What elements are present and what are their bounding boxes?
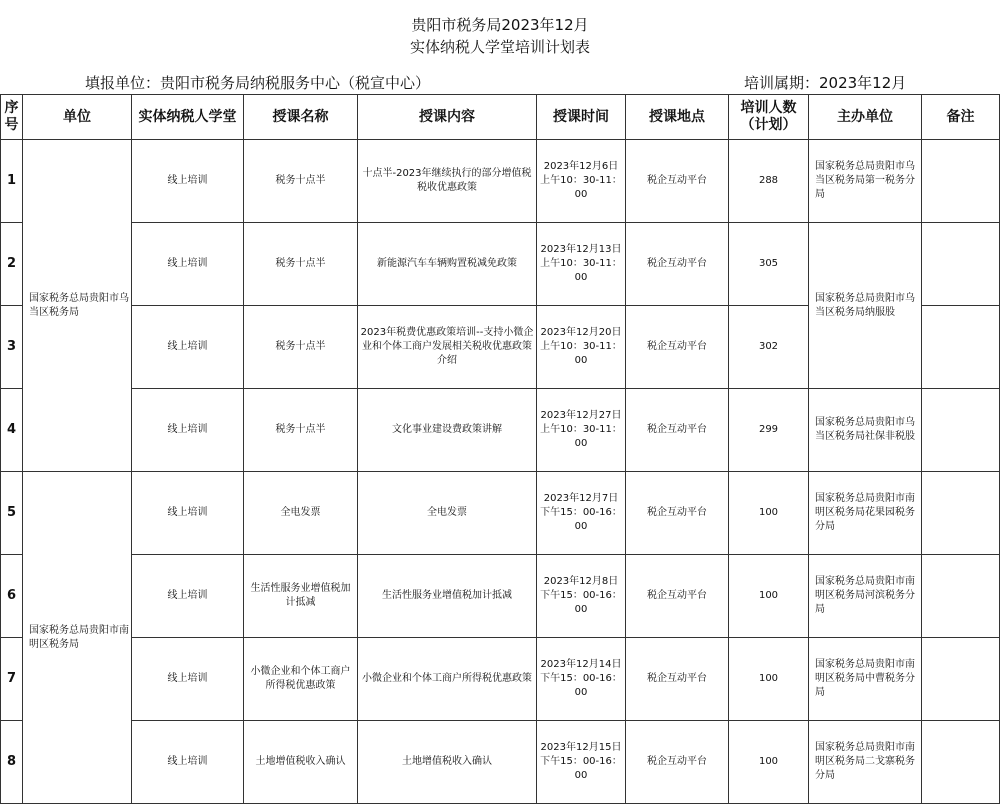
row-note	[922, 555, 1000, 638]
row-note	[922, 389, 1000, 472]
row-school: 线上培训	[132, 140, 244, 223]
row-seq: 4	[1, 389, 23, 472]
row-count: 302	[729, 306, 809, 389]
row-place: 税企互动平台	[626, 389, 729, 472]
row-place: 税企互动平台	[626, 638, 729, 721]
table-row	[1, 223, 1000, 306]
row-school: 线上培训	[132, 389, 244, 472]
table-row	[1, 555, 1000, 638]
header-place: 授课地点	[626, 95, 729, 140]
row-course: 生活性服务业增值税加计抵减	[244, 555, 358, 638]
row-time: 2023年12月15日下午15：00-16：00	[537, 721, 626, 804]
table-row	[1, 472, 1000, 555]
row-time: 2023年12月13日上午10：30-11：00	[537, 223, 626, 306]
row-time: 2023年12月27日上午10：30-11：00	[537, 389, 626, 472]
row-place: 税企互动平台	[626, 472, 729, 555]
header-unit: 单位	[23, 95, 132, 140]
row-school: 线上培训	[132, 472, 244, 555]
row-course: 小微企业和个体工商户所得税优惠政策	[244, 638, 358, 721]
fill-unit: 填报单位：贵阳市税务局纳税服务中心（税宣中心）	[85, 74, 431, 92]
row-content: 十点半-2023年继续执行的部分增值税税收优惠政策	[358, 140, 537, 223]
row-seq: 5	[1, 472, 23, 555]
row-school: 线上培训	[132, 223, 244, 306]
row-place: 税企互动平台	[626, 721, 729, 804]
row-school: 线上培训	[132, 555, 244, 638]
row-note	[922, 472, 1000, 555]
row-host: 国家税务总局贵阳市乌当区税务局纳服股	[809, 223, 922, 389]
row-time: 2023年12月6日上午10：30-11：00	[537, 140, 626, 223]
row-school: 线上培训	[132, 306, 244, 389]
row-host: 国家税务总局贵阳市乌当区税务局第一税务分局	[809, 140, 922, 223]
row-content: 新能源汽车车辆购置税减免政策	[358, 223, 537, 306]
row-seq: 8	[1, 721, 23, 804]
row-count: 100	[729, 472, 809, 555]
row-place: 税企互动平台	[626, 223, 729, 306]
table-row	[1, 140, 1000, 223]
header-content: 授课内容	[358, 95, 537, 140]
row-note	[922, 140, 1000, 223]
table-row	[1, 389, 1000, 472]
row-content: 土地增值税收入确认	[358, 721, 537, 804]
row-seq: 6	[1, 555, 23, 638]
row-course: 税务十点半	[244, 306, 358, 389]
row-course: 税务十点半	[244, 140, 358, 223]
row-host: 国家税务总局贵阳市南明区税务局河滨税务分局	[809, 555, 922, 638]
row-host: 国家税务总局贵阳市南明区税务局花果园税务分局	[809, 472, 922, 555]
training-period: 培训属期：2023年12月	[744, 74, 907, 92]
row-seq: 2	[1, 223, 23, 306]
row-count: 100	[729, 555, 809, 638]
row-content: 小微企业和个体工商户所得税优惠政策	[358, 638, 537, 721]
row-count: 305	[729, 223, 809, 306]
header-count: 培训人数（计划）	[729, 95, 809, 140]
row-course: 全电发票	[244, 472, 358, 555]
row-course: 税务十点半	[244, 223, 358, 306]
row-host: 国家税务总局贵阳市南明区税务局中曹税务分局	[809, 638, 922, 721]
row-seq: 7	[1, 638, 23, 721]
row-course: 税务十点半	[244, 389, 358, 472]
row-place: 税企互动平台	[626, 140, 729, 223]
doc-title: 贵阳市税务局2023年12月	[411, 16, 589, 34]
row-unit: 国家税务总局贵阳市乌当区税务局	[23, 140, 132, 472]
header-time: 授课时间	[537, 95, 626, 140]
table-row	[1, 721, 1000, 804]
header-host: 主办单位	[809, 95, 922, 140]
row-note	[922, 306, 1000, 389]
row-content: 2023年税费优惠政策培训--支持小微企业和个体工商户发展相关税收优惠政策介绍	[358, 306, 537, 389]
header-school: 实体纳税人学堂	[132, 95, 244, 140]
row-time: 2023年12月7日下午15：00-16：00	[537, 472, 626, 555]
row-host: 国家税务总局贵阳市南明区税务局二戈寨税务分局	[809, 721, 922, 804]
header-course: 授课名称	[244, 95, 358, 140]
row-time: 2023年12月8日下午15：00-16：00	[537, 555, 626, 638]
row-unit: 国家税务总局贵阳市南明区税务局	[23, 472, 132, 804]
row-count: 299	[729, 389, 809, 472]
row-note	[922, 721, 1000, 804]
row-note	[922, 223, 1000, 306]
row-count: 100	[729, 638, 809, 721]
row-school: 线上培训	[132, 721, 244, 804]
training-plan-table	[0, 94, 1000, 804]
row-count: 288	[729, 140, 809, 223]
row-place: 税企互动平台	[626, 306, 729, 389]
row-course: 土地增值税收入确认	[244, 721, 358, 804]
row-content: 文化事业建设费政策讲解	[358, 389, 537, 472]
row-school: 线上培训	[132, 638, 244, 721]
row-content: 生活性服务业增值税加计抵减	[358, 555, 537, 638]
row-time: 2023年12月20日上午10：30-11：00	[537, 306, 626, 389]
row-note	[922, 638, 1000, 721]
row-seq: 1	[1, 140, 23, 223]
header-row	[1, 95, 1000, 140]
doc-subtitle: 实体纳税人学堂培训计划表	[409, 38, 590, 56]
header-seq: 序号	[1, 95, 23, 140]
row-count: 100	[729, 721, 809, 804]
row-content: 全电发票	[358, 472, 537, 555]
row-host: 国家税务总局贵阳市乌当区税务局社保非税股	[809, 389, 922, 472]
row-seq: 3	[1, 306, 23, 389]
header-note: 备注	[922, 95, 1000, 140]
table-row	[1, 638, 1000, 721]
row-place: 税企互动平台	[626, 555, 729, 638]
row-time: 2023年12月14日下午15：00-16：00	[537, 638, 626, 721]
